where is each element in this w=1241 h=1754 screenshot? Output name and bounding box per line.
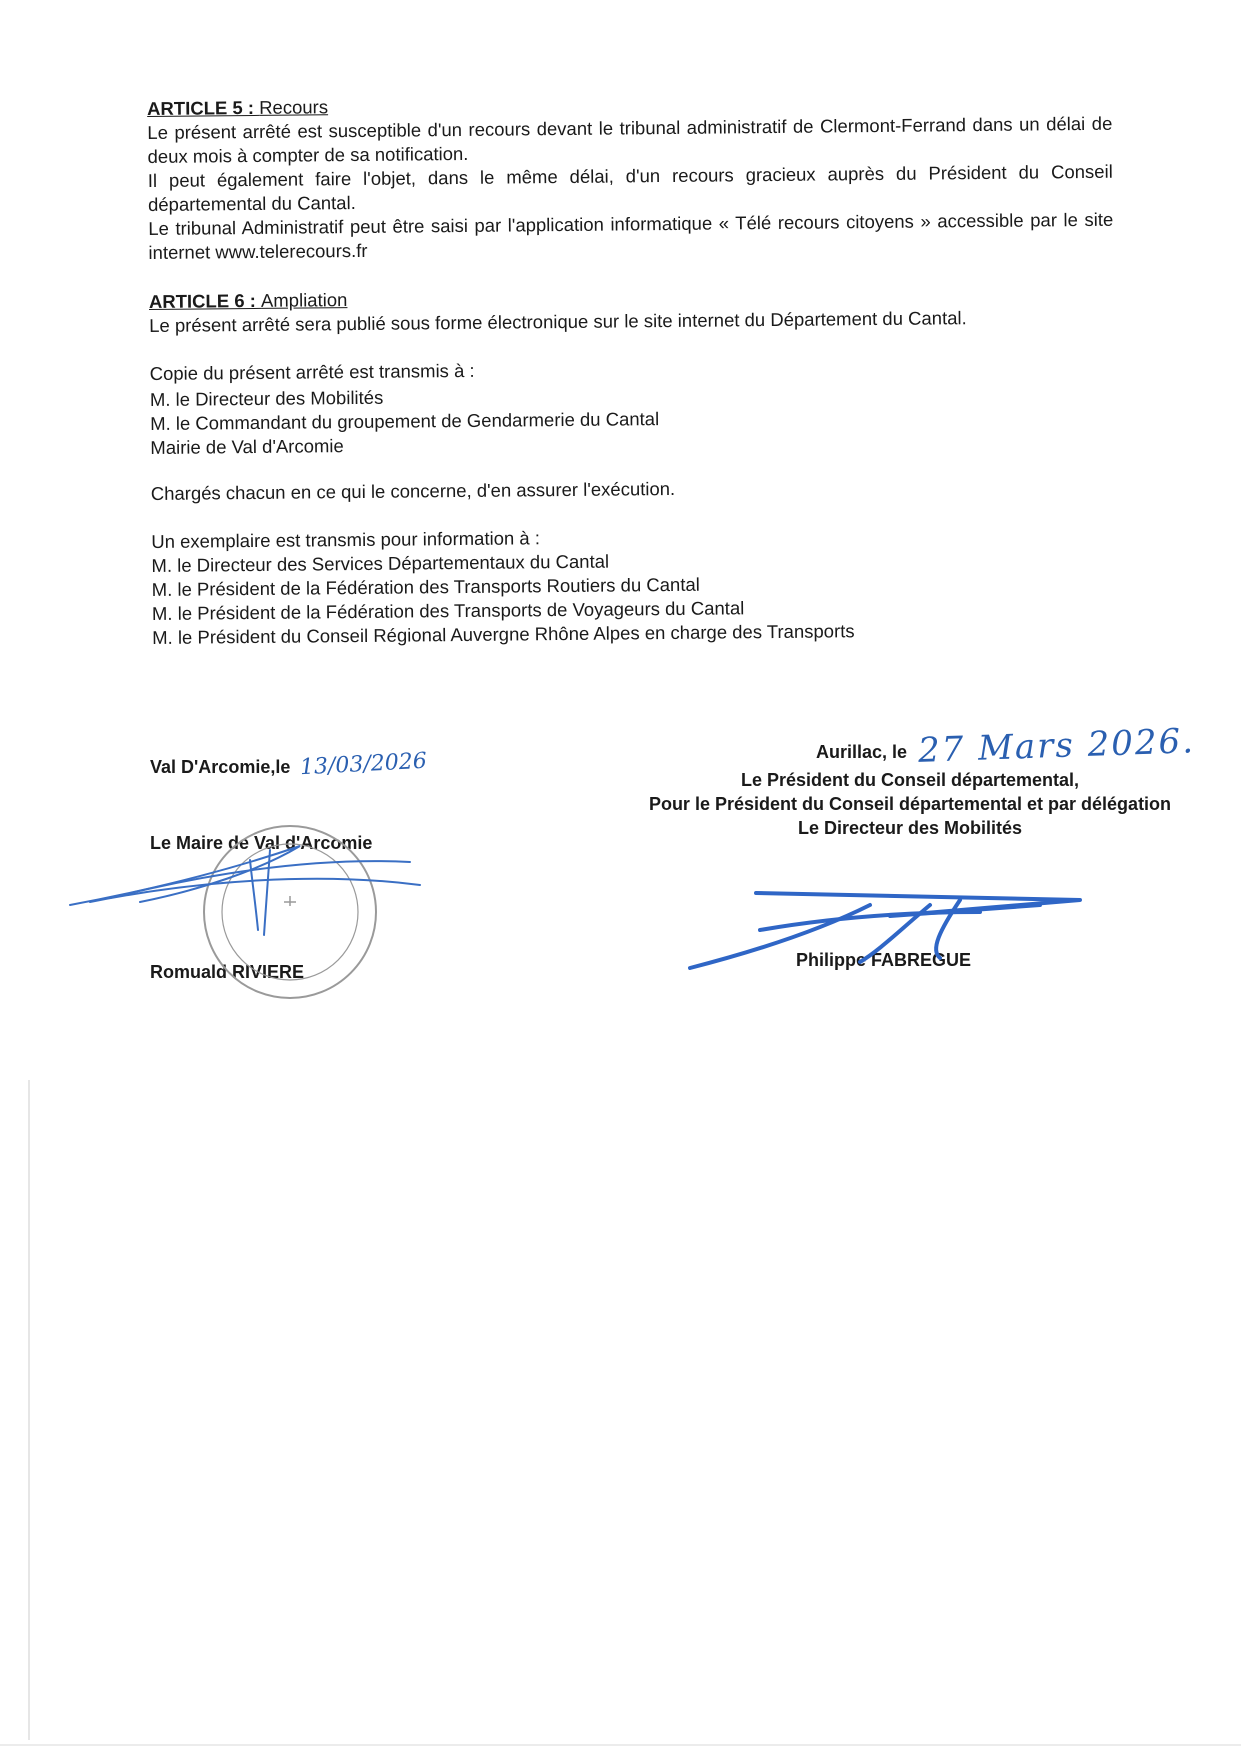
right-place: Aurillac, le — [816, 742, 908, 762]
exemplaire-intro: Un exemplaire est transmis pour information à : — [151, 527, 541, 552]
copie-item-1: M. le Directeur des Mobilités — [149, 386, 384, 410]
right-line2: Pour le Président du Conseil départemental et par délégation — [648, 794, 1172, 814]
left-place: Val D'Arcomie,le — [150, 757, 291, 777]
right-name: Philippe FABREGUE — [796, 950, 972, 970]
article6-paragraph-1: Le présent arrêté sera publié sous forme électronique sur le site internet du Département du Cantal. — [149, 307, 967, 336]
right-handwritten-date: 27 Mars 2026. — [917, 721, 1196, 771]
charges-sentence: Chargés chacun en ce qui le concerne, d'en assurer l'exécution. — [150, 477, 676, 504]
exemplaire-item-2: M. le Président de la Fédération des Transports Routiers du Cantal — [151, 573, 700, 600]
article5-label: ARTICLE 5 : — [147, 96, 260, 119]
left-title: Le Maire de Val d'Arcomie — [150, 833, 373, 853]
left-name: Romuald RIVIERE — [150, 962, 305, 982]
copie-item-2: M. le Commandant du groupement de Gendarmerie du Cantal — [150, 408, 660, 434]
article5-paragraph-3: Le tribunal Administratif peut être saisi par l'application informatique « Télé recours citoyens » accessible par le site internet www.telerecours.fr — [148, 208, 1114, 263]
exemplaire-item-4: M. le Président du Conseil Régional Auvergne Rhône Alpes en charge des Transports — [152, 620, 855, 648]
article6-title: Ampliation — [260, 289, 348, 311]
copie-item-3: Mairie de Val d'Arcomie — [150, 435, 344, 458]
right-line3: Le Directeur des Mobilités — [797, 818, 1023, 838]
article6-label: ARTICLE 6 : — [148, 289, 262, 312]
copie-intro: Copie du présent arrêté est transmis à : — [149, 359, 475, 384]
article5-title: Recours — [259, 96, 329, 118]
article5-paragraph-2: Il peut également faire l'objet, dans le même délai, d'un recours gracieux auprès du Président du Conseil départemental du Cantal. — [147, 160, 1113, 215]
exemplaire-item-3: M. le Président de la Fédération des Transports de Voyageurs du Cantal — [151, 597, 745, 624]
exemplaire-item-1: M. le Directeur des Services Départementaux du Cantal — [151, 550, 610, 576]
left-handwritten-date: 13/03/2026 — [299, 748, 428, 781]
article5-paragraph-1: Le présent arrêté est susceptible d'un recours devant le tribunal administratif de Clermont-Ferrand dans un délai de deux mois à compter de sa notification. — [147, 112, 1113, 167]
right-line1: Le Président du Conseil départemental, — [740, 770, 1080, 790]
